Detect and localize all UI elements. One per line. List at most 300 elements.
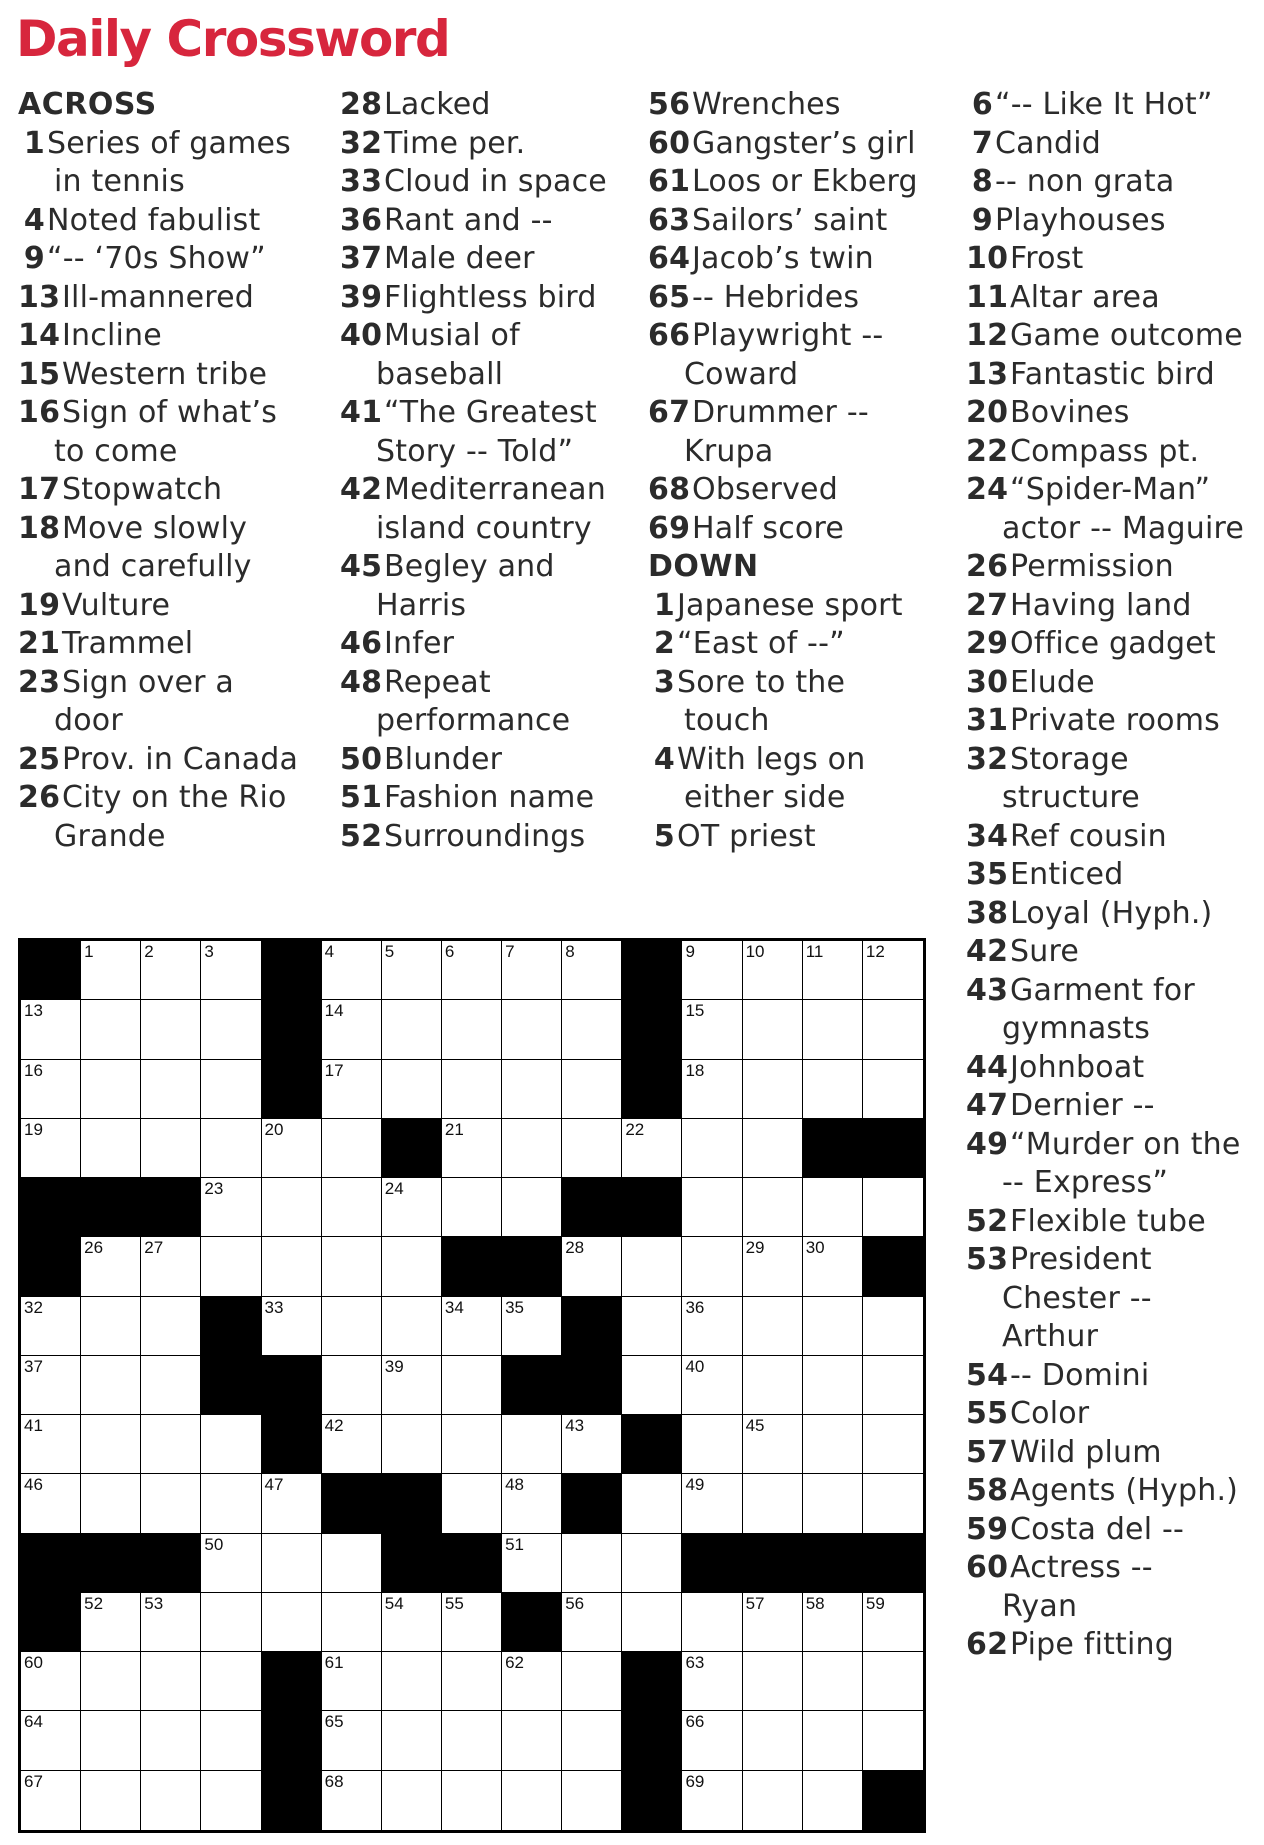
cell-number: 24 [384, 1179, 404, 1199]
grid-cell[interactable] [803, 1711, 863, 1770]
clue-38 [966, 895, 1244, 934]
grid-cell[interactable] [743, 1771, 803, 1830]
grid-cell[interactable] [141, 1593, 201, 1652]
clue-65 [648, 279, 918, 318]
grid-cell[interactable] [562, 1000, 622, 1059]
cell-number: 34 [444, 1297, 464, 1317]
grid-cell[interactable] [81, 1119, 141, 1178]
grid-cell[interactable] [502, 1711, 562, 1770]
cell-number: 1 [84, 942, 94, 961]
grid-cell[interactable] [803, 1771, 863, 1830]
grid-cell[interactable] [682, 1593, 742, 1652]
clue-number: 58 [966, 1473, 1009, 1508]
grid-cell[interactable] [562, 1593, 622, 1652]
clue-36 [340, 202, 607, 241]
clue-66 [648, 317, 918, 356]
grid-cell[interactable] [81, 1237, 141, 1296]
grid-cell[interactable] [21, 1000, 81, 1059]
grid-cell[interactable] [682, 1356, 742, 1415]
cell-number: 6 [444, 942, 455, 961]
cell-number: 45 [745, 1416, 765, 1436]
clue-number: 51 [340, 780, 383, 815]
clue-text: -- Domini [1010, 1357, 1150, 1393]
clue-text: Blunder [384, 741, 503, 777]
clue-32 [340, 125, 607, 164]
grid-cell[interactable] [262, 1178, 322, 1237]
grid-cell[interactable] [262, 1119, 322, 1178]
clue-63 [648, 202, 918, 241]
clue-7 [966, 125, 1244, 164]
grid-cell[interactable] [863, 1415, 923, 1474]
clue-42 [966, 933, 1244, 972]
clue-text: Enticed [1010, 857, 1124, 892]
grid-cell[interactable] [322, 1593, 382, 1652]
grid-cell[interactable] [81, 1474, 141, 1533]
clue-number: 9 [971, 202, 993, 238]
grid-cell[interactable] [322, 1297, 382, 1356]
clue-number: 23 [18, 664, 61, 700]
grid-cell[interactable] [502, 1652, 562, 1711]
grid-cell[interactable] [201, 941, 261, 1000]
grid-cell[interactable] [382, 1771, 442, 1830]
grid-cell[interactable] [743, 1652, 803, 1711]
black-square [201, 1297, 261, 1356]
grid-cell[interactable] [743, 1415, 803, 1474]
grid-cell[interactable] [622, 1474, 682, 1533]
grid-cell[interactable] [502, 1474, 562, 1533]
grid-cell[interactable] [562, 1771, 622, 1830]
clue-43 [966, 972, 1244, 1011]
grid-cell[interactable] [322, 1119, 382, 1178]
grid-cell[interactable] [201, 1237, 261, 1296]
cell-number: 36 [685, 1297, 705, 1317]
clue-text: With legs on [677, 741, 866, 777]
grid-cell[interactable] [141, 1711, 201, 1770]
clue-number: 33 [340, 164, 383, 199]
clue-52 [340, 818, 607, 857]
grid-cell[interactable] [562, 1237, 622, 1296]
grid-cell[interactable] [743, 1000, 803, 1059]
clue-text: City on the Rio [62, 780, 287, 815]
clue-number: 13 [966, 356, 1009, 392]
clue-64 [648, 240, 918, 279]
black-square [141, 1534, 201, 1593]
grid-cell[interactable] [21, 1652, 81, 1711]
grid-cell[interactable] [322, 1356, 382, 1415]
grid-cell[interactable] [81, 1771, 141, 1830]
grid-cell[interactable] [382, 1711, 442, 1770]
grid-cell[interactable] [262, 1474, 322, 1533]
clue-number: 6 [971, 87, 993, 122]
cell-number: 64 [24, 1712, 43, 1732]
grid-cell[interactable] [562, 1119, 622, 1178]
grid-cell[interactable] [21, 1297, 81, 1356]
clue-2 [648, 625, 918, 664]
grid-cell[interactable] [502, 1415, 562, 1474]
grid-cell[interactable] [21, 1771, 81, 1830]
grid-cell[interactable] [21, 1474, 81, 1533]
grid-cell[interactable] [622, 1356, 682, 1415]
clue-68 [648, 471, 918, 510]
clue-69 [648, 510, 918, 549]
clue-text: Stopwatch [62, 472, 223, 507]
grid-cell[interactable] [81, 1652, 141, 1711]
grid-cell[interactable] [562, 941, 622, 1000]
grid-cell[interactable] [502, 1060, 562, 1119]
grid-cell[interactable] [442, 1178, 502, 1237]
grid-cell[interactable] [622, 1119, 682, 1178]
grid-cell[interactable] [262, 1593, 322, 1652]
grid-cell[interactable] [81, 1356, 141, 1415]
grid-cell[interactable] [322, 1237, 382, 1296]
clue-number: 26 [966, 549, 1009, 584]
grid-cell[interactable] [442, 1415, 502, 1474]
grid-cell[interactable] [21, 1415, 81, 1474]
grid-cell[interactable] [743, 1593, 803, 1652]
grid-cell[interactable] [743, 1060, 803, 1119]
clue-58 [966, 1472, 1244, 1511]
clue-14 [18, 317, 298, 356]
clue-number: 56 [648, 87, 691, 122]
grid-cell[interactable] [502, 941, 562, 1000]
grid-cell[interactable] [141, 1060, 201, 1119]
clue-number: 45 [340, 549, 383, 584]
grid-cell[interactable] [382, 1000, 442, 1059]
grid-cell[interactable] [21, 1060, 81, 1119]
grid-cell[interactable] [863, 1297, 923, 1356]
grid-cell[interactable] [141, 1119, 201, 1178]
grid-cell[interactable] [382, 941, 442, 1000]
grid-cell[interactable] [81, 941, 141, 1000]
grid-cell[interactable] [201, 1000, 261, 1059]
grid-cell[interactable] [21, 1119, 81, 1178]
cell-number: 49 [685, 1475, 705, 1495]
clue-20 [966, 394, 1244, 433]
grid-cell[interactable] [322, 1652, 382, 1711]
grid-cell[interactable] [262, 1297, 322, 1356]
grid-cell[interactable] [743, 941, 803, 1000]
cell-number: 28 [565, 1238, 585, 1258]
grid-cell[interactable] [502, 1119, 562, 1178]
grid-cell[interactable] [201, 1119, 261, 1178]
clue-9 [18, 240, 298, 279]
grid-cell[interactable] [201, 1060, 261, 1119]
clue-67 [648, 394, 918, 433]
grid-cell[interactable] [682, 1237, 742, 1296]
clue-number: 52 [340, 818, 383, 854]
grid-cell[interactable] [863, 941, 923, 1000]
grid-cell[interactable] [863, 1060, 923, 1119]
grid-cell[interactable] [622, 1297, 682, 1356]
grid-cell[interactable] [682, 1178, 742, 1237]
grid-cell[interactable] [81, 1415, 141, 1474]
grid-cell[interactable] [442, 1593, 502, 1652]
grid-cell[interactable] [863, 1593, 923, 1652]
cell-number: 20 [264, 1119, 284, 1139]
grid-cell[interactable] [863, 1711, 923, 1770]
grid-cell[interactable] [201, 1771, 261, 1830]
grid-cell[interactable] [803, 1652, 863, 1711]
grid-cell[interactable] [81, 1000, 141, 1059]
clue-text-continued: gymnasts [1002, 1011, 1151, 1046]
grid-cell[interactable] [803, 1237, 863, 1296]
grid-cell[interactable] [81, 1297, 141, 1356]
grid-cell[interactable] [562, 1652, 622, 1711]
grid-cell[interactable] [682, 1474, 742, 1533]
grid-cell[interactable] [682, 1297, 742, 1356]
grid-cell[interactable] [442, 1711, 502, 1770]
clue-number: 61 [648, 164, 691, 199]
clue-44 [966, 1049, 1244, 1088]
grid-cell[interactable] [562, 1415, 622, 1474]
black-square [622, 1178, 682, 1237]
grid-cell[interactable] [201, 1711, 261, 1770]
clue-text-continued: Harris [376, 587, 467, 623]
grid-cell[interactable] [442, 1000, 502, 1059]
grid-cell[interactable] [743, 1237, 803, 1296]
clue-16 [18, 394, 298, 433]
grid-cell[interactable] [442, 1474, 502, 1533]
grid-cell[interactable] [262, 1534, 322, 1593]
grid-cell[interactable] [322, 1415, 382, 1474]
grid-cell[interactable] [382, 1593, 442, 1652]
black-square [81, 1534, 141, 1593]
clue-text: Actress -- [1010, 1550, 1153, 1585]
clue-number: 65 [648, 279, 691, 315]
grid-cell[interactable] [502, 1297, 562, 1356]
grid-cell[interactable] [863, 1178, 923, 1237]
grid-cell[interactable] [442, 1060, 502, 1119]
grid-cell[interactable] [502, 1178, 562, 1237]
clue-number: 48 [340, 664, 383, 700]
grid-cell[interactable] [442, 1356, 502, 1415]
grid-cell[interactable] [201, 1534, 261, 1593]
grid-cell[interactable] [562, 1534, 622, 1593]
grid-cell[interactable] [622, 1237, 682, 1296]
clue-text: Musial of [384, 318, 520, 353]
clue-34 [966, 818, 1244, 857]
grid-cell[interactable] [442, 1119, 502, 1178]
clue-text: Garment for [1010, 972, 1195, 1008]
clue-number: 60 [966, 1550, 1009, 1585]
clue-text: “East of --” [677, 626, 845, 661]
clue-11 [966, 279, 1244, 318]
grid-cell[interactable] [803, 1356, 863, 1415]
grid-cell[interactable] [803, 1000, 863, 1059]
grid-cell[interactable] [322, 941, 382, 1000]
grid-cell[interactable] [141, 1415, 201, 1474]
grid-cell[interactable] [382, 1178, 442, 1237]
grid-cell[interactable] [141, 1652, 201, 1711]
clue-number: 11 [966, 279, 1009, 315]
grid-cell[interactable] [382, 1297, 442, 1356]
grid-cell[interactable] [743, 1474, 803, 1533]
grid-cell[interactable] [502, 1000, 562, 1059]
clue-text: Mediterranean [384, 472, 606, 507]
grid-cell[interactable] [141, 1237, 201, 1296]
clue-number: 43 [966, 972, 1009, 1008]
grid-cell[interactable] [682, 1060, 742, 1119]
grid-cell[interactable] [743, 1178, 803, 1237]
clue-text-continued: structure [1002, 780, 1140, 815]
grid-cell[interactable] [322, 1534, 382, 1593]
clue-3 [648, 664, 918, 703]
clue-text: Vulture [62, 587, 171, 623]
clue-number: 47 [966, 1088, 1009, 1123]
cell-number: 27 [144, 1238, 164, 1258]
clue-text: OT priest [677, 818, 816, 854]
clue-5 [648, 818, 918, 857]
clue-number: 64 [648, 241, 691, 276]
grid-cell[interactable] [682, 1000, 742, 1059]
clue-number: 62 [966, 1627, 1009, 1662]
clue-26 [966, 548, 1244, 587]
clue-number: 4 [653, 741, 675, 777]
grid-cell[interactable] [21, 1711, 81, 1770]
black-square [382, 1534, 442, 1593]
clue-33 [340, 163, 607, 202]
grid-cell[interactable] [743, 1119, 803, 1178]
black-square [562, 1297, 622, 1356]
clue-15 [18, 356, 298, 395]
clue-text: Sure [1010, 934, 1079, 969]
grid-cell[interactable] [622, 1593, 682, 1652]
cell-number: 18 [685, 1060, 705, 1080]
black-square [382, 1474, 442, 1533]
grid-cell[interactable] [682, 1415, 742, 1474]
cell-number: 47 [264, 1475, 284, 1495]
cell-number: 23 [204, 1179, 224, 1199]
grid-cell[interactable] [803, 941, 863, 1000]
grid-cell[interactable] [322, 1771, 382, 1830]
clue-text: Flexible tube [1010, 1203, 1206, 1239]
grid-cell[interactable] [502, 1771, 562, 1830]
grid-cell[interactable] [743, 1711, 803, 1770]
cell-number: 51 [505, 1534, 524, 1554]
grid-cell[interactable] [863, 1474, 923, 1533]
cell-number: 39 [384, 1356, 404, 1376]
clue-47 [966, 1087, 1244, 1126]
grid-cell[interactable] [803, 1415, 863, 1474]
grid-cell[interactable] [201, 1474, 261, 1533]
black-square [262, 1652, 322, 1711]
grid-cell[interactable] [442, 1771, 502, 1830]
clue-number: 25 [18, 741, 61, 777]
grid-cell[interactable] [382, 1415, 442, 1474]
black-square [21, 1237, 81, 1296]
grid-cell[interactable] [141, 1771, 201, 1830]
grid-cell[interactable] [863, 1652, 923, 1711]
black-square [622, 1771, 682, 1830]
grid-cell[interactable] [682, 1652, 742, 1711]
grid-cell[interactable] [382, 1652, 442, 1711]
clue-number: 1 [23, 125, 45, 161]
grid-cell[interactable] [382, 1237, 442, 1296]
clue-text: Frost [1010, 241, 1084, 276]
clue-text: Playhouses [995, 202, 1166, 238]
grid-cell[interactable] [803, 1593, 863, 1652]
grid-cell[interactable] [682, 1771, 742, 1830]
clue-text: Storage [1010, 741, 1129, 777]
clue-text: Incline [62, 318, 162, 353]
grid-cell[interactable] [682, 941, 742, 1000]
clue-text: Fantastic bird [1010, 356, 1215, 392]
clue-number: 42 [340, 472, 383, 507]
grid-cell[interactable] [682, 1711, 742, 1770]
clue-29 [966, 625, 1244, 664]
clue-number: 35 [966, 857, 1009, 892]
clue-number: 21 [18, 626, 61, 661]
clue-60 [648, 125, 918, 164]
grid-cell[interactable] [382, 1060, 442, 1119]
grid-cell[interactable] [622, 1534, 682, 1593]
grid-cell[interactable] [442, 941, 502, 1000]
grid-cell[interactable] [322, 1711, 382, 1770]
clue-number: 19 [18, 587, 61, 623]
grid-cell[interactable] [322, 1000, 382, 1059]
grid-cell[interactable] [682, 1119, 742, 1178]
grid-cell[interactable] [141, 1474, 201, 1533]
grid-cell[interactable] [743, 1356, 803, 1415]
cell-number: 5 [384, 942, 395, 961]
grid-cell[interactable] [141, 1297, 201, 1356]
grid-cell[interactable] [201, 1593, 261, 1652]
grid-cell[interactable] [141, 1356, 201, 1415]
grid-cell[interactable] [562, 1060, 622, 1119]
grid-cell[interactable] [81, 1593, 141, 1652]
clue-number: 54 [966, 1357, 1009, 1393]
clue-text-continued: touch [684, 703, 770, 738]
clue-text: Infer [384, 626, 455, 661]
clue-text: Drummer -- [692, 395, 869, 430]
grid-cell[interactable] [382, 1356, 442, 1415]
grid-cell[interactable] [262, 1237, 322, 1296]
grid-cell[interactable] [803, 1060, 863, 1119]
grid-cell[interactable] [863, 1000, 923, 1059]
grid-cell[interactable] [562, 1711, 622, 1770]
grid-cell[interactable] [81, 1711, 141, 1770]
grid-cell[interactable] [442, 1652, 502, 1711]
clue-text-continued: Arthur [1002, 1319, 1099, 1354]
grid-cell[interactable] [803, 1178, 863, 1237]
grid-cell[interactable] [201, 1178, 261, 1237]
grid-cell[interactable] [141, 1000, 201, 1059]
clue-text: “Spider-Man” [1010, 472, 1211, 507]
clue-37 [340, 240, 607, 279]
clue-text: Office gadget [1010, 626, 1216, 661]
grid-cell[interactable] [442, 1297, 502, 1356]
black-square [502, 1593, 562, 1652]
black-square [201, 1356, 261, 1415]
grid-cell[interactable] [322, 1060, 382, 1119]
grid-cell[interactable] [201, 1652, 261, 1711]
grid-cell[interactable] [141, 941, 201, 1000]
clue-text: Dernier -- [1010, 1088, 1155, 1123]
clue-number: 32 [340, 125, 383, 161]
grid-cell[interactable] [743, 1297, 803, 1356]
grid-cell[interactable] [201, 1415, 261, 1474]
grid-cell[interactable] [21, 1356, 81, 1415]
clue-number: 7 [971, 125, 993, 161]
grid-cell[interactable] [863, 1356, 923, 1415]
grid-cell[interactable] [81, 1060, 141, 1119]
grid-cell[interactable] [322, 1178, 382, 1237]
clue-text-continued: Story -- Told” [376, 433, 574, 469]
cell-number: 52 [84, 1593, 104, 1613]
grid-cell[interactable] [803, 1297, 863, 1356]
grid-cell[interactable] [502, 1534, 562, 1593]
grid-cell[interactable] [803, 1474, 863, 1533]
